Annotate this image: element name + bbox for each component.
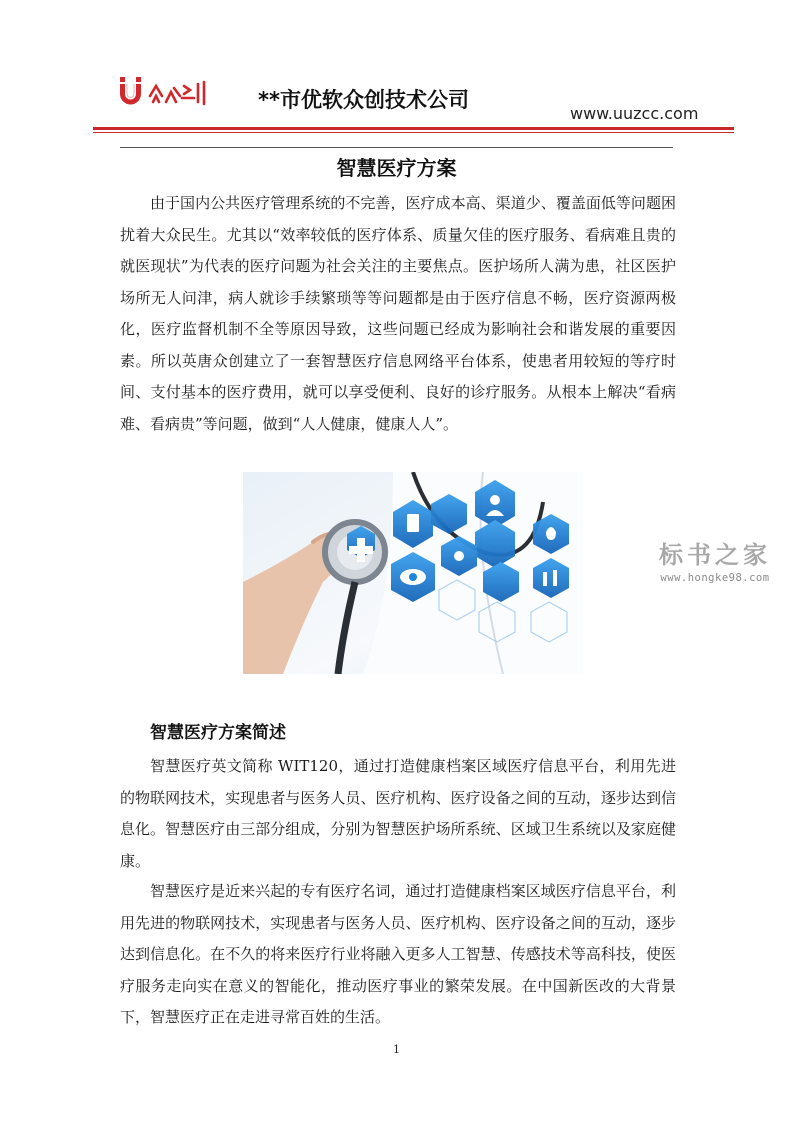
header-rule [93, 127, 734, 130]
intro-paragraph: 由于国内公共医疗管理系统的不完善，医疗成本高、渠道少、覆盖面低等问题困扰着大众民生。尤其以“效率较低的医疗体系、质量欠佳的医疗服务、看病难且贵的就医现状”为代表的医疗问题为社会关注的主要焦点。医护场所人满为患，社区医护场所无人问津，病人就诊手续繁琐等等问题都是由于医疗信息不畅，医疗资源两极化，医疗监督机制不全等原因导致，这些问题已经成为影响社会和谐发展的重要因素。所以英唐众创建立了一套智慧医疗信息网络平台体系，使患者用较短的等疗时间、支付基本的医疗费用，就可以享受便利、良好的诊疗服务。从根本上解决“看病难、看病贵”等问题，做到“人人健康，健康人人”。 [120, 194, 676, 433]
company-logo [116, 74, 216, 108]
header-rule-thin [93, 132, 734, 133]
company-website[interactable]: www.uuzcc.com [570, 104, 699, 123]
section-paragraph-1: 智慧医疗英文简称 WIT120，通过打造健康档案区域医疗信息平台，利用先进的物联网技术，实现患者与医务人员、医疗机构、医疗设备之间的互动，逐步达到信息化。智慧医疗由三部分组成，分别为智慧医护场所系统、区域卫生系统以及家庭健康。 [120, 757, 676, 870]
document-title: 智慧医疗方案 [336, 156, 457, 180]
page-number: 1 [393, 1043, 400, 1056]
section-heading: 智慧医疗方案简述 [150, 723, 286, 743]
section-paragraph-2: 智慧医疗是近来兴起的专有医疗名词，通过打造健康档案区域医疗信息平台，利用先进的物联网技术，实现患者与医务人员、医疗机构、医疗设备之间的互动，逐步达到信息化。在不久的将来医疗行业将融入更多人工智慧、传感技术等高科技，使医疗服务走向实在意义的智能化，推动医疗事业的繁荣发展。在中国新医改的大背景下，智慧医疗正在走进寻常百姓的生活。 [120, 882, 676, 1026]
watermark-url: www.hongke98.com [660, 572, 770, 584]
watermark-brand: 标书之家 [659, 541, 771, 569]
title-rule [120, 147, 673, 148]
company-name: **市优软众创技术公司 [258, 88, 469, 112]
stethoscope-hero-image [243, 472, 583, 674]
watermark [640, 535, 790, 584]
